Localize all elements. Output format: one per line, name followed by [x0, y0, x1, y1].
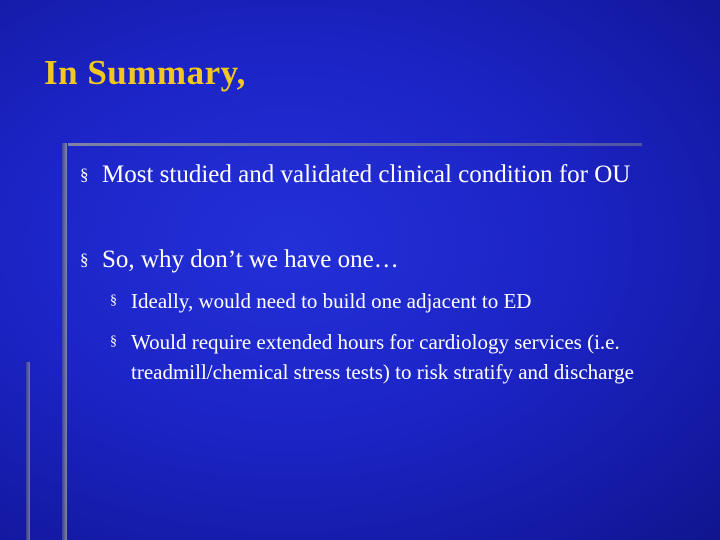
- sub-bullet-item: [110, 286, 691, 316]
- bullet-item: [80, 158, 662, 192]
- decorative-vertical-line: [62, 143, 67, 540]
- section-bullet-icon: §: [110, 334, 117, 349]
- section-bullet-icon: §: [80, 250, 89, 269]
- sub-bullet-text: Ideally, would need to build one adjacent to ED: [131, 289, 532, 313]
- decorative-horizontal-line: [68, 143, 642, 146]
- sub-bullet-text: Would require extended hours for cardiology services (i.e. treadmill/chemical stress tests) to risk stratify and discharge: [131, 330, 634, 384]
- decorative-vertical-line-left: [26, 362, 30, 540]
- slide-title: In Summary,: [44, 53, 246, 92]
- bullet-text: Most studied and validated clinical condition for OU: [102, 161, 631, 188]
- section-bullet-icon: §: [110, 293, 117, 308]
- bullet-item: [80, 243, 662, 277]
- bullet-text: So, why don’t we have one…: [102, 246, 399, 273]
- sub-bullet-item: [110, 327, 691, 387]
- section-bullet-icon: §: [80, 165, 89, 184]
